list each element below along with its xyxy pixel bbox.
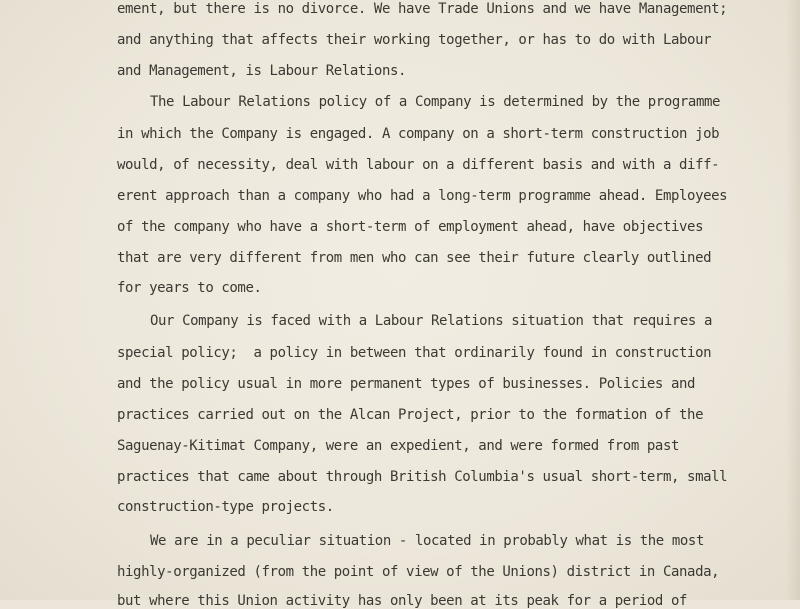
text-line-3: and Management, is Labour Relations.	[117, 63, 407, 79]
text-line-9: that are very different from men who can see their future clearly outlined	[117, 250, 712, 266]
text-line-15: Saguenay-Kitimat Company, were an expedient, and were formed from past	[117, 438, 680, 454]
text-line-2: and anything that affects their working together, or has to do with Labour	[117, 32, 712, 48]
text-line-5: in which the Company is engaged. A company on a short-term construction job	[117, 126, 720, 142]
text-line-4: The Labour Relations policy of a Company is determined by the programme	[150, 94, 721, 110]
text-line-1: ement, but there is no divorce. We have Trade Unions and we have Management;	[117, 1, 728, 17]
text-line-7: erent approach than a company who had a long-term programme ahead. Employees	[117, 188, 728, 204]
page-edge-shadow	[786, 0, 800, 600]
text-line-19: highly-organized (from the point of view of the Unions) district in Canada,	[117, 564, 720, 580]
text-line-6: would, of necessity, deal with labour on a different basis and with a diff-	[117, 157, 720, 173]
text-line-14: practices carried out on the Alcan Project, prior to the formation of the	[117, 407, 704, 423]
text-line-20: but where this Union activity has only been at its peak for a period of	[117, 593, 688, 609]
text-line-12: special policy; a policy in between that ordinarily found in construction	[117, 345, 712, 361]
text-line-8: of the company who have a short-term of employment ahead, have objectives	[117, 219, 704, 235]
text-line-10: for years to come.	[117, 280, 262, 296]
text-line-17: construction-type projects.	[117, 499, 334, 515]
text-line-18: We are in a peculiar situation - located in probably what is the most	[150, 533, 704, 549]
text-line-13: and the policy usual in more permanent types of businesses. Policies and	[117, 376, 696, 392]
text-line-16: practices that came about through British Columbia's usual short-term, small	[117, 469, 728, 485]
text-line-11: Our Company is faced with a Labour Relations situation that requires a	[150, 313, 713, 329]
